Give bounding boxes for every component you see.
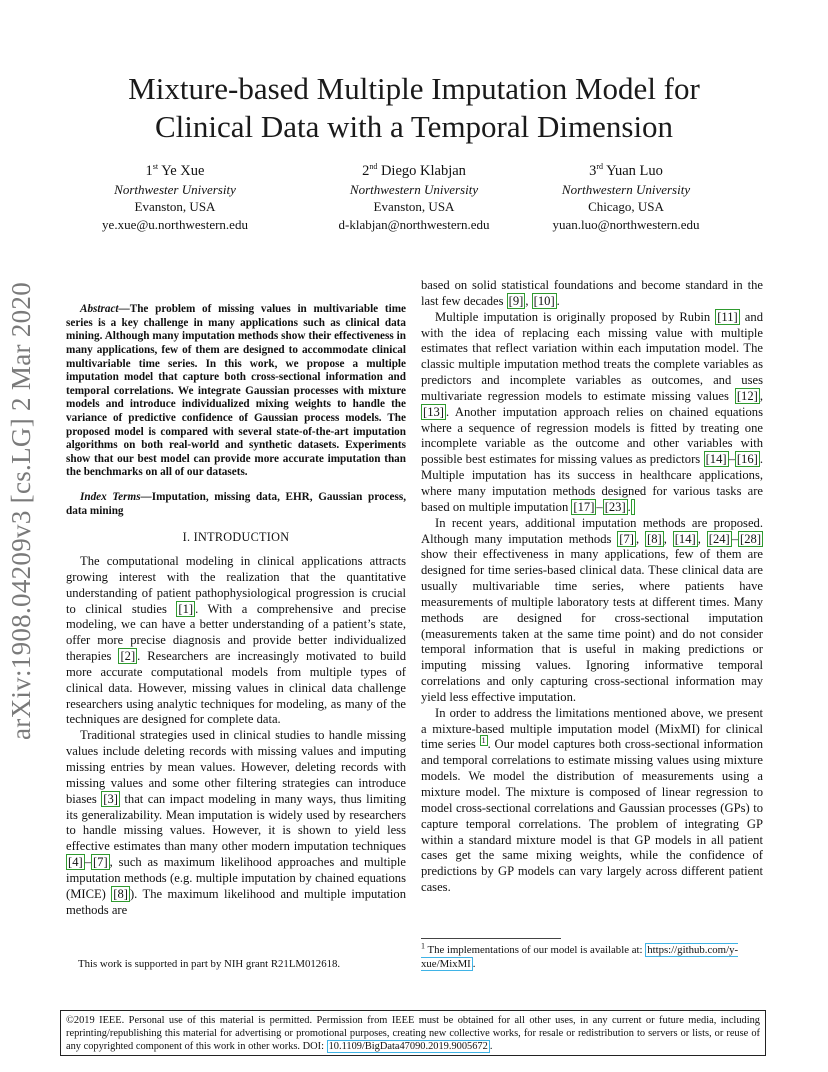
- citation-link[interactable]: [10]: [533, 293, 555, 308]
- paragraph: [66, 728, 406, 918]
- footnote-mark: 1: [421, 941, 425, 951]
- text-run: . With a comprehensive and precise modeling, we can have a better understanding of a patient’s state, offer more precise diagnosis and provide better individualized therapies: [66, 601, 406, 664]
- author-city: Evanston, USA: [373, 199, 455, 215]
- doi-link[interactable]: 10.1109/BigData47090.2019.9005672: [328, 1041, 488, 1053]
- text-run: that can impact modeling in many ways, thus limiting its generalizability. Mean imputation is widely used by researchers to handle missing values. However, it is shown to yield less effective estimates than many other modern imputation techniques: [66, 791, 406, 854]
- citation-link[interactable]: [11]: [717, 309, 738, 324]
- text-run: ,: [635, 531, 646, 546]
- footnote: [421, 941, 763, 971]
- citation-link[interactable]: [23]: [604, 499, 626, 514]
- paragraph: [421, 516, 763, 706]
- abstract: [66, 292, 406, 529]
- text-run: ). The maximum likelihood and multiple imputation methods are: [66, 886, 407, 917]
- abstract-text: —The problem of missing values in multivariable time series is a key challenge in many applications such as clinical data mining. Although many imputation methods show their effectiveness in many applications, few of them are designed to accommodate clinical multivariable time series. In this work, we propose a multiple imputation model that capture both cross-sectional information and temporal correlations. We integrate Gaussian processes with mixture models and introduce individualized mixing weights to handle the variance of predictive confidence of Gaussian process models. The proposed model is compared with several state-of-the-art imputation algorithms on both real-world and synthetic datasets. Experiments show that our best model can provide more accurate imputation than the benchmarks on all of our datasets.: [66, 303, 406, 479]
- section-heading: I. INTRODUCTION: [182, 530, 290, 544]
- citation-link[interactable]: [1]: [178, 601, 194, 616]
- footnote-rule: [421, 938, 561, 939]
- title-line-2: Clinical Data with a Temporal Dimension: [154, 109, 674, 144]
- text-run: . Researchers are increasingly motivated to build more accurate computational models from multiple types of clinical data. However, missing values in clinical data challenge researchers using analytic techniques for modeling, as many of the techniques are designed for complete data.: [66, 649, 407, 727]
- author-ordinal-suffix: st: [152, 162, 159, 172]
- text-run: –: [84, 855, 91, 870]
- text-run: In order to address the limitations mentioned above, we present a mixture-based multiple imputation model (MixMI) for clinical time series: [421, 705, 763, 752]
- arxiv-sidebar-id: arXiv:1908.04209v3 [cs.LG] 2 Mar 2020: [6, 281, 36, 740]
- title-line-1: Mixture-based Multiple Imputation Model for: [128, 71, 700, 106]
- citation-link[interactable]: [3]: [103, 791, 118, 806]
- copyright-notice: [60, 1010, 766, 1056]
- text-run: ,: [759, 388, 763, 403]
- text-run: .: [489, 1041, 493, 1053]
- author-name: Yuan Luo: [606, 163, 663, 179]
- footnote-link[interactable]: 1: [481, 736, 486, 746]
- text-run: Multiple imputation is originally proposed by Rubin: [435, 309, 716, 324]
- author-3: [511, 163, 741, 233]
- text-run: The computational modeling in clinical applications attracts growing interest with the realization that the quantitative understanding of patient pathophysiological progression is crucial to clinical studies: [66, 554, 406, 616]
- author-email: d-klabjan@northwestern.edu: [338, 216, 490, 232]
- text-run: , such as maximum likelihood approaches and multiple imputation methods (e.g. multiple imputation by chained equations (MICE): [66, 855, 406, 901]
- text-run: ,: [697, 531, 707, 546]
- text-run: .: [556, 293, 560, 308]
- paragraph: [66, 554, 406, 728]
- text-run: In recent years, additional imputation methods are proposed. Although many imputation methods: [421, 515, 763, 546]
- citation-link[interactable]: [14]: [705, 452, 727, 467]
- author-ordinal-suffix: nd: [369, 162, 378, 172]
- citation-link[interactable]: [14]: [674, 531, 696, 546]
- citation-link[interactable]: [17]: [573, 499, 595, 514]
- text-run: and with the idea of replacing each missing value with multiple estimates that reflect variation within each imputation model. The classic multiple imputation method treats the complete variables as predictors and incomplete variables as outcomes, and uses multivariate regression models to estimate missing values: [421, 309, 763, 403]
- copyright-text: ©2019 IEEE. Personal use of this material is permitted. Permission from IEEE must be obtained for all other uses, in any current or future media, including reprinting/republishing this material for advertising or promotional purposes, creating new collective works, for resale or redistribution to servers or lists, or reuse of any copyrighted component of this work in other works. DOI:: [66, 1015, 760, 1053]
- author-ordinal-suffix: rd: [596, 162, 604, 172]
- text-run: –: [728, 452, 735, 467]
- author-2: [299, 163, 529, 233]
- text-run: ,: [525, 293, 532, 308]
- text-run: . Another imputation approach relies on chained equations where a sequence of regression models is fitted by treating one incomplete variable as the outcome and other variables with possible best estimates for missing values as predictors: [421, 404, 763, 467]
- text-run: based on solid statistical foundations and become standard in the last few decades: [421, 278, 763, 308]
- citation-link[interactable]: [16]: [736, 452, 758, 467]
- text-run: show their effectiveness in many applications, few of them are designed for time series-based clinical data. These clinical data are usually multivariable time series, where patients have measurements of multiple laboratory tests at different times. Many methods are designed for cross-sectional imputation (measurements taken at the same time point) and do not consider temporal information that is useful in making predictions or imputing missing values. Ignoring informative temporal correlations and only capturing cross-sectional information may yield less effective imputation.: [421, 547, 763, 704]
- left-column: [66, 554, 406, 918]
- text-run: –: [731, 531, 739, 546]
- citation-link[interactable]: [13]: [423, 404, 444, 419]
- citation-link[interactable]: [9]: [508, 293, 524, 308]
- citation-link[interactable]: [631, 499, 635, 515]
- citation-link[interactable]: [24]: [708, 531, 730, 546]
- text-run: ,: [663, 531, 673, 546]
- citation-link[interactable]: [7]: [619, 531, 634, 546]
- author-affiliation: Northwestern University: [561, 181, 691, 197]
- author-email: ye.xue@u.northwestern.edu: [102, 216, 248, 232]
- author-city: Chicago, USA: [588, 199, 664, 215]
- text-run: . Our model captures both cross-sectional information and temporal correlations to estimate missing values using mixture models. We model the distribution of measurements using a mixture model. The mixture is composed of linear regression to model cross-sectional correlations and Gaussian processes (GPs) to capture temporal correlations. The problem of integrating GP within a standard mixture model is that GP models in all patient cases get the same mixing weights, while the confidence of predictions by GP models can vary largely across different patient cases.: [421, 737, 763, 895]
- funding-note: This work is supported in part by NIH grant R21LM012618.: [78, 958, 341, 970]
- paragraph: [421, 706, 763, 896]
- author-name: Ye Xue: [161, 163, 205, 179]
- index-terms-text: —Imputation, missing data, EHR, Gaussian process, data mining: [66, 491, 406, 517]
- citation-link[interactable]: [12]: [736, 388, 758, 403]
- text-run: .: [627, 499, 631, 514]
- author-ordinal: 2: [362, 163, 370, 179]
- paragraph: [421, 310, 763, 516]
- paper-title: [60, 70, 768, 146]
- author-name: Diego Klabjan: [380, 163, 466, 179]
- citation-link[interactable]: [2]: [120, 649, 136, 664]
- index-terms-lead: Index Terms: [80, 491, 141, 504]
- abstract-lead: Abstract: [80, 303, 119, 316]
- author-ordinal: 3: [589, 163, 597, 179]
- footnote-text: The implementations of our model is available at:: [425, 944, 646, 956]
- text-run: –: [596, 499, 603, 514]
- author-ordinal: 1: [145, 163, 153, 179]
- citation-link[interactable]: [8]: [647, 531, 662, 546]
- text-run: Traditional strategies used in clinical studies to handle missing values include deleting records with missing values and imputing missing entries by mean values. However, deleting records with missing values and some other filtering strategies can introduce biases: [66, 728, 406, 806]
- text-run: . Multiple imputation has its success in healthcare applications, where many imputation methods designed for various tasks are based on multiple imputation: [421, 452, 763, 514]
- author-city: Evanston, USA: [134, 199, 216, 215]
- author-affiliation: Northwester University: [114, 181, 236, 197]
- author-1: [60, 163, 290, 233]
- author-email: yuan.luo@northwestern.edu: [552, 216, 700, 232]
- author-affiliation: Northwestern University: [349, 181, 479, 197]
- citation-link[interactable]: [28]: [740, 531, 762, 546]
- citation-link[interactable]: [7]: [92, 855, 108, 870]
- text-run: .: [472, 957, 476, 970]
- citation-link[interactable]: [4]: [68, 855, 83, 870]
- paragraph: [421, 278, 763, 310]
- github-link[interactable]: https://github.com/y-xue/MixMI: [421, 944, 739, 970]
- right-column: [421, 278, 763, 896]
- citation-link[interactable]: [8]: [113, 886, 128, 901]
